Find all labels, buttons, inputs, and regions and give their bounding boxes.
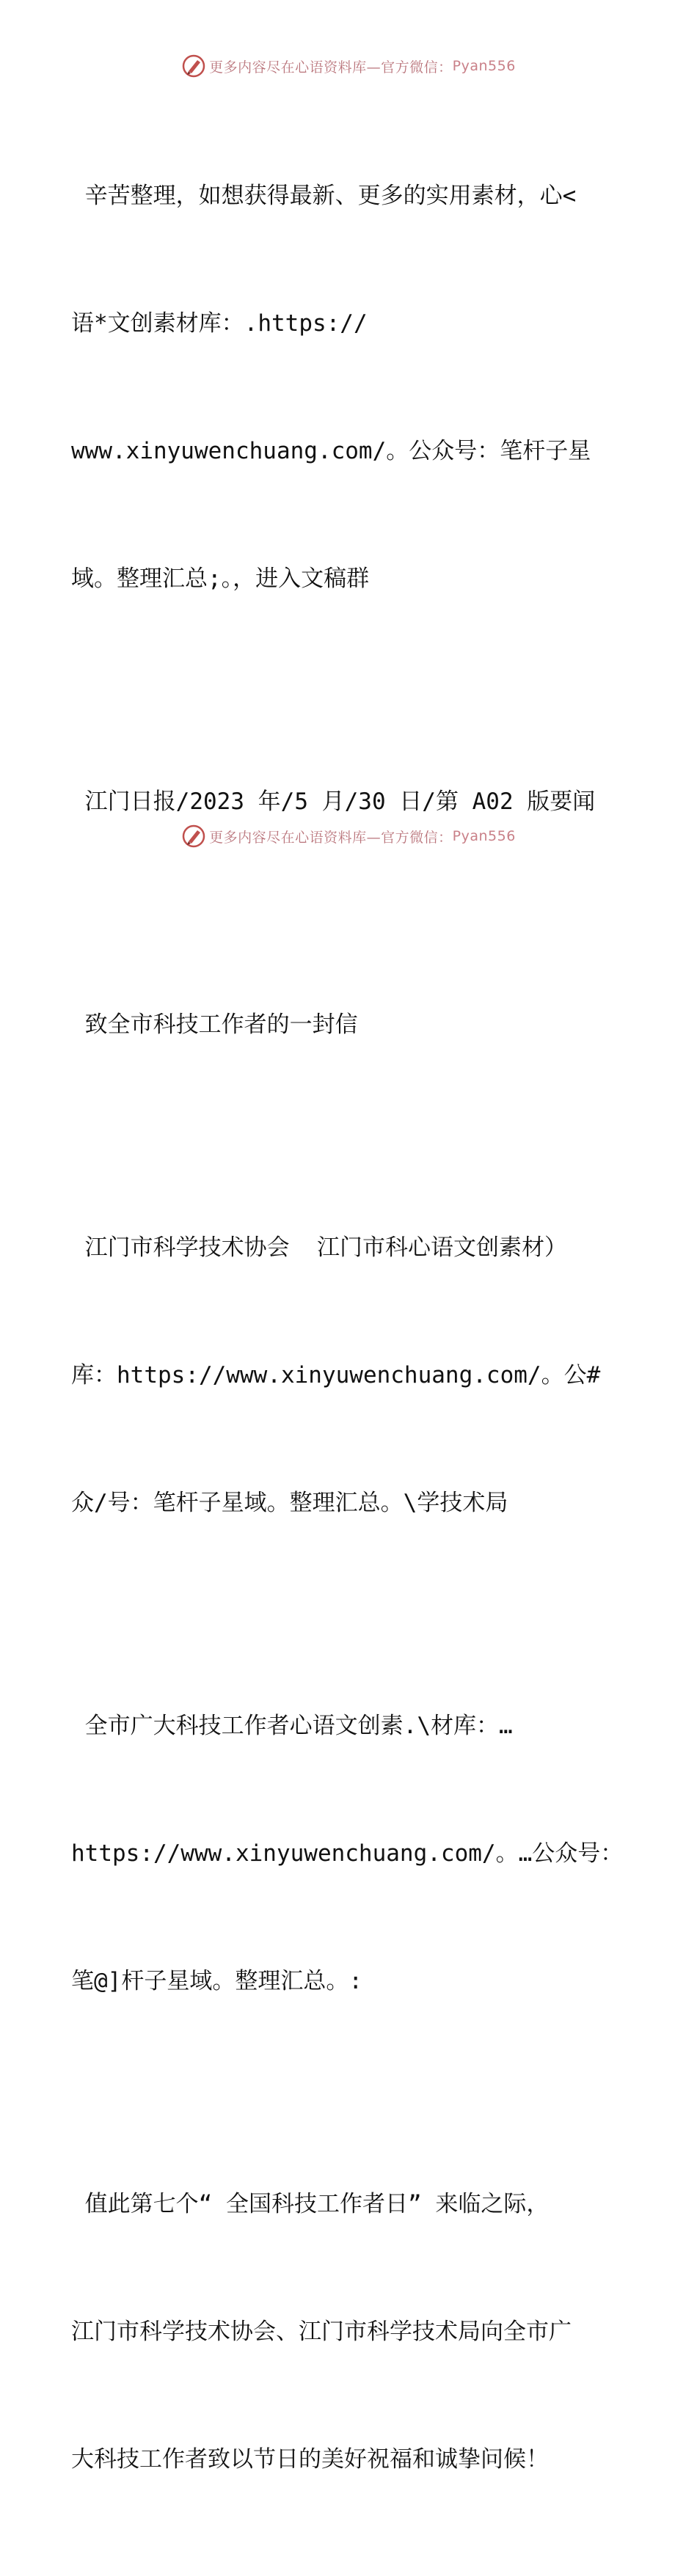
text-line: 库：https://www.xinyuwenchuang.com/。公# xyxy=(71,1362,601,1388)
text-line: 语*文创素材库：.https:// xyxy=(71,310,368,337)
text-line: https://www.xinyuwenchuang.com/。…公众号： xyxy=(71,1840,624,1867)
paragraph-source xyxy=(71,695,636,908)
banner-text: 更多内容尽在心语资料库—官方微信： xyxy=(209,829,453,846)
text-line: 江门市科学技术协会、江门市科学技术局向全市广 xyxy=(71,2319,572,2345)
paragraph-authors xyxy=(71,1141,636,1609)
footer-banner xyxy=(0,822,697,851)
text-line: 江门市科学技术协会 江门市科心语文创素材） xyxy=(71,1234,567,1261)
text-line: 江门日报/2023 年/5 月/30 日/第 A02 版要闻 xyxy=(71,788,596,815)
banner-text: 更多内容尽在心语资料库—官方微信： xyxy=(209,59,453,76)
pen-logo-icon xyxy=(181,54,206,78)
header-banner xyxy=(0,51,697,81)
text-line: 致全市科技工作者的一封信 xyxy=(71,1011,358,1038)
wechat-id: Pyan556 xyxy=(452,58,516,74)
text-line: 值此第七个“ 全国科技工作者日” 来临之际， xyxy=(71,2191,550,2217)
document-body xyxy=(71,89,636,2576)
text-line: 辛苦整理，如想获得最新、更多的实用素材，心< xyxy=(71,183,577,209)
paragraph-title xyxy=(71,918,636,1131)
paragraph-intro xyxy=(71,89,636,685)
paragraph-body xyxy=(71,2098,636,2566)
pen-logo-icon xyxy=(181,824,206,849)
text-line: 众/号：笔杆子星域。整理汇总。\学技术局 xyxy=(71,1490,508,1516)
text-line: 大科技工作者致以节日的美好祝福和诚挚问候！ xyxy=(71,2446,549,2473)
text-line: www.xinyuwenchuang.com/。公众号：笔杆子星 xyxy=(71,438,591,464)
text-line: 域。整理汇总;。，进入文稿群 xyxy=(71,566,370,592)
wechat-id: Pyan556 xyxy=(452,828,516,844)
text-line: 笔@]杆子星域。整理汇总。: xyxy=(71,1968,362,1994)
paragraph-salutation xyxy=(71,1620,636,2087)
text-line: 全市广大科技工作者心语文创素.\材库：… xyxy=(71,1713,513,1739)
